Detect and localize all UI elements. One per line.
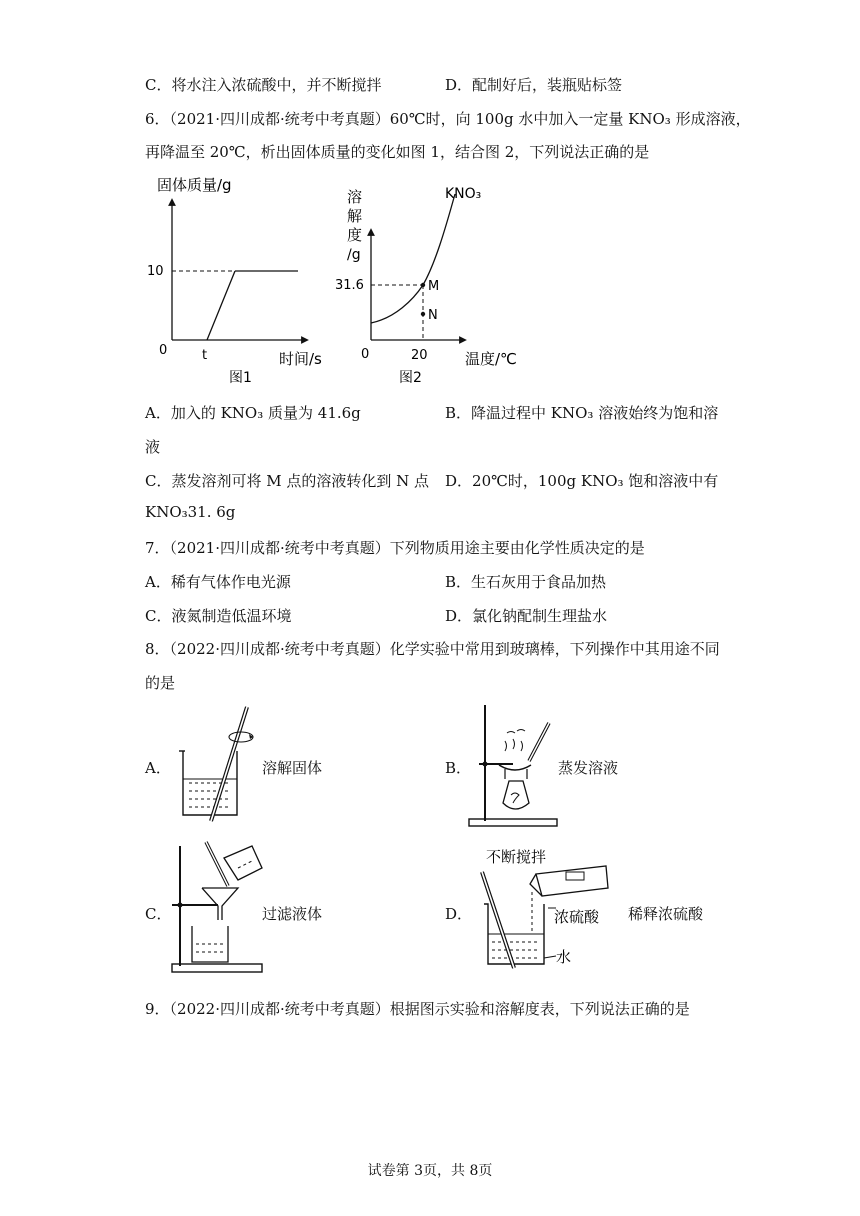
q5-option-d: D．配制好后，装瓶贴标签 [445,76,623,94]
q8-option-d-label: 稀释浓硫酸 [628,905,704,923]
fig2-ylabel-4: /g [347,247,361,263]
d-fig-acid-label: 浓硫酸 [554,908,600,926]
q8-figure-a-beaker-stirring [175,703,255,823]
q8-option-a-letter: A． [145,759,171,777]
q8-figure-b-evaporation [465,703,565,829]
q6-option-d-line1: D．20℃时，100g KNO₃ 饱和溶液中有 [445,472,719,490]
q9-stem: 9．（2022·四川成都·统考中考真题）根据图示实验和溶解度表，下列说法正确的是 [145,1000,690,1018]
fig2-caption: 图2 [399,370,422,386]
q6-figure-2 [335,172,535,392]
fig2-xlabel: 温度/℃ [465,350,517,368]
fig2-ytick: 31.6 [335,278,364,293]
fig2-ylabel-3: 度 [347,226,363,244]
fig1-caption: 图1 [229,370,252,386]
q6-option-c: C．蒸发溶剂可将 M 点的溶液转化到 N 点 [145,472,430,490]
fig2-point-m: M [428,279,440,294]
q6-option-a: A．加入的 KNO₃ 质量为 41.6g [145,404,361,422]
q8-option-a-label: 溶解固体 [262,759,323,777]
q8-option-c-letter: C． [145,905,172,923]
q8-stem-line2: 的是 [145,674,176,692]
q8-option-d-letter: D． [445,905,473,923]
fig1-ylabel: 固体质量/g [157,176,232,194]
q8-option-c-label: 过滤液体 [262,905,323,923]
q8-figure-c-filtration [168,838,268,978]
q5-option-c: C．将水注入浓硫酸中，并不断搅拌 [145,76,382,94]
q7-option-a: A．稀有气体作电光源 [145,573,291,591]
d-fig-stir-label: 不断搅拌 [486,848,547,866]
q6-option-d-line2: KNO₃31. 6g [145,503,236,521]
q7-option-d: D．氯化钠配制生理盐水 [445,607,608,625]
fig1-origin: 0 [159,343,168,358]
q6-figure-1 [145,172,335,392]
q7-stem: 7．（2021·四川成都·统考中考真题）下列物质用途主要由化学性质决定的是 [145,539,645,557]
q8-option-b-letter: B． [445,759,472,777]
fig1-ytick: 10 [147,264,164,279]
fig2-curve-label: KNO₃ [445,186,482,202]
q8-option-b-label: 蒸发溶液 [558,759,619,777]
q6-option-b-line1: B．降温过程中 KNO₃ 溶液始终为饱和溶 [445,404,719,422]
fig1-xlabel: 时间/s [279,350,322,368]
page-footer: 试卷第 3页，共 8页 [367,1163,493,1179]
fig2-point-n: N [428,308,438,323]
q6-stem-line1: 6．（2021·四川成都·统考中考真题）60℃时，向 100g 水中加入一定量 KNO₃ 形成溶液， [145,110,751,128]
fig1-xtick: t [202,348,208,363]
fig2-ylabel-2: 解 [347,207,363,225]
q8-stem-line1: 8．（2022·四川成都·统考中考真题）化学实验中常用到玻璃棒，下列操作中其用途不同 [145,640,720,658]
q7-option-c: C．液氮制造低温环境 [145,607,292,625]
q6-option-b-line2: 液 [145,438,161,456]
q7-option-b: B．生石灰用于食品加热 [445,573,607,591]
fig2-origin: 0 [361,347,370,362]
fig2-ylabel-1: 溶 [347,188,363,206]
q6-stem-line2: 再降温至 20℃，析出固体质量的变化如图 1，结合图 2，下列说法正确的是 [145,143,650,161]
q8-figure-d-dilution [470,838,620,972]
fig2-xtick: 20 [411,348,428,363]
d-fig-water-label: 水 [556,948,572,966]
